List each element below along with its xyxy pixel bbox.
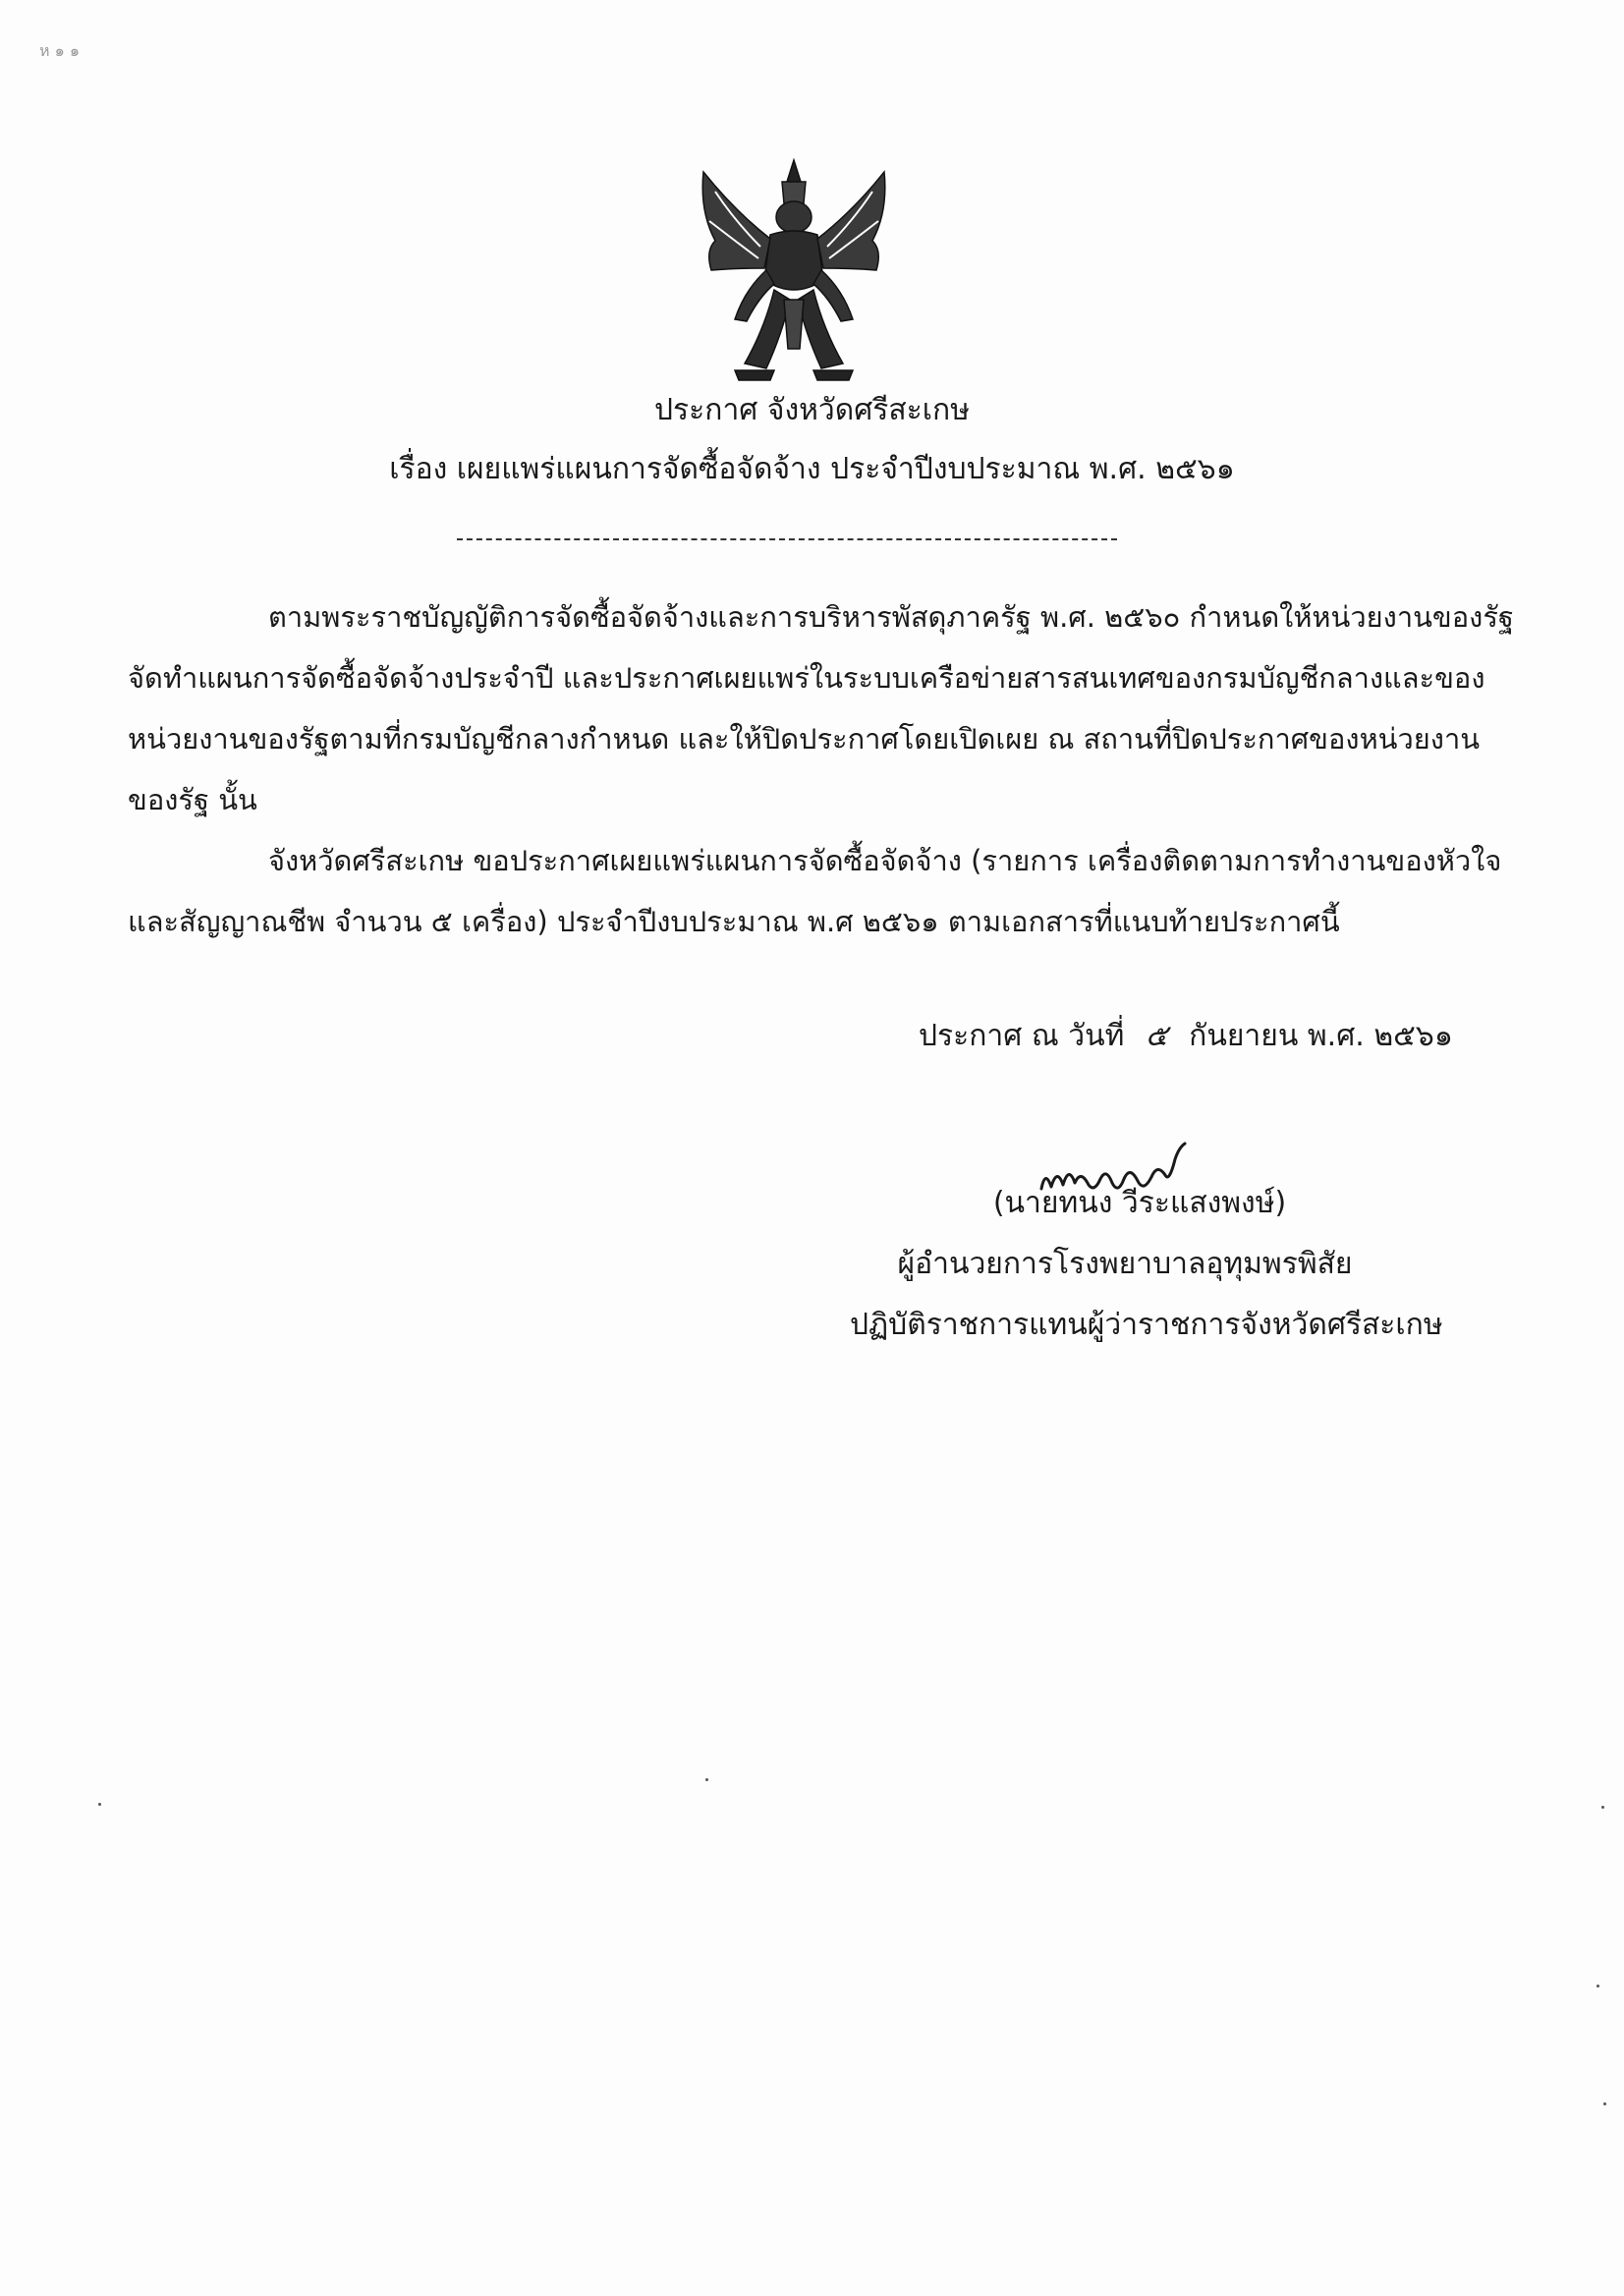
scan-speck <box>705 1778 708 1781</box>
signatory-position-2: ปฏิบัติราชการแทนผู้ว่าราชการจังหวัดศรีสะเกษ <box>850 1308 1443 1342</box>
paragraph-1-line-3: หน่วยงานของรัฐตามที่กรมบัญชีกลางกำหนด และให้ปิดประกาศโดยเปิดเผย ณ สถานที่ปิดประกาศของหน่วยงาน <box>128 722 1481 756</box>
announcement-subject: เรื่อง เผยแพร่แผนการจัดซื้อจัดจ้าง ประจำปีงบประมาณ พ.ศ. ๒๕๖๑ <box>389 452 1235 486</box>
paragraph-2-line-1: จังหวัดศรีสะเกษ ขอประกาศเผยแพร่แผนการจัดซื้อจัดจ้าง (รายการ เครื่องติดตามการทำงานของหัวใจ <box>268 844 1502 877</box>
corner-mark: ห ๑ ๑ <box>39 41 81 60</box>
signatory-position-1: ผู้อำนวยการโรงพยาบาลอุทุมพรพิสัย <box>897 1247 1353 1281</box>
signatory-name: (นายทนง วีระแสงพงษ์) <box>992 1186 1287 1220</box>
announcement-date <box>919 1017 1453 1056</box>
scan-speck <box>1601 1806 1604 1809</box>
paragraph-1-line-2: จัดทำแผนการจัดซื้อจัดจ้างประจำปี และประกาศเผยแพร่ในระบบเครือข่ายสารสนเทศของกรมบัญชีกลางและของ <box>128 661 1485 695</box>
paragraph-1-line-4: ของรัฐ นั้น <box>128 783 257 816</box>
date-month-year: กันยายน พ.ศ. ๒๕๖๑ <box>1189 1019 1453 1053</box>
garuda-emblem-icon <box>676 152 912 388</box>
date-prefix: ประกาศ ณ วันที่ <box>919 1019 1125 1053</box>
date-day: ๕ <box>1145 1019 1168 1053</box>
divider-dashes <box>457 538 1117 540</box>
scan-speck <box>98 1803 101 1806</box>
scan-speck <box>1603 2102 1606 2105</box>
paragraph-2-line-2: และสัญญาณชีพ จำนวน ๕ เครื่อง) ประจำปีงบประมาณ พ.ศ ๒๕๖๑ ตามเอกสารที่แนบท้ายประกาศนี้ <box>128 905 1340 938</box>
announcement-title: ประกาศ จังหวัดศรีสะเกษ <box>654 393 970 427</box>
scan-speck <box>1596 1985 1599 1988</box>
paragraph-1-line-1: ตามพระราชบัญญัติการจัดซื้อจัดจ้างและการบริหารพัสดุภาครัฐ พ.ศ. ๒๕๖๐ กำหนดให้หน่วยงานของรัฐ <box>268 600 1514 634</box>
